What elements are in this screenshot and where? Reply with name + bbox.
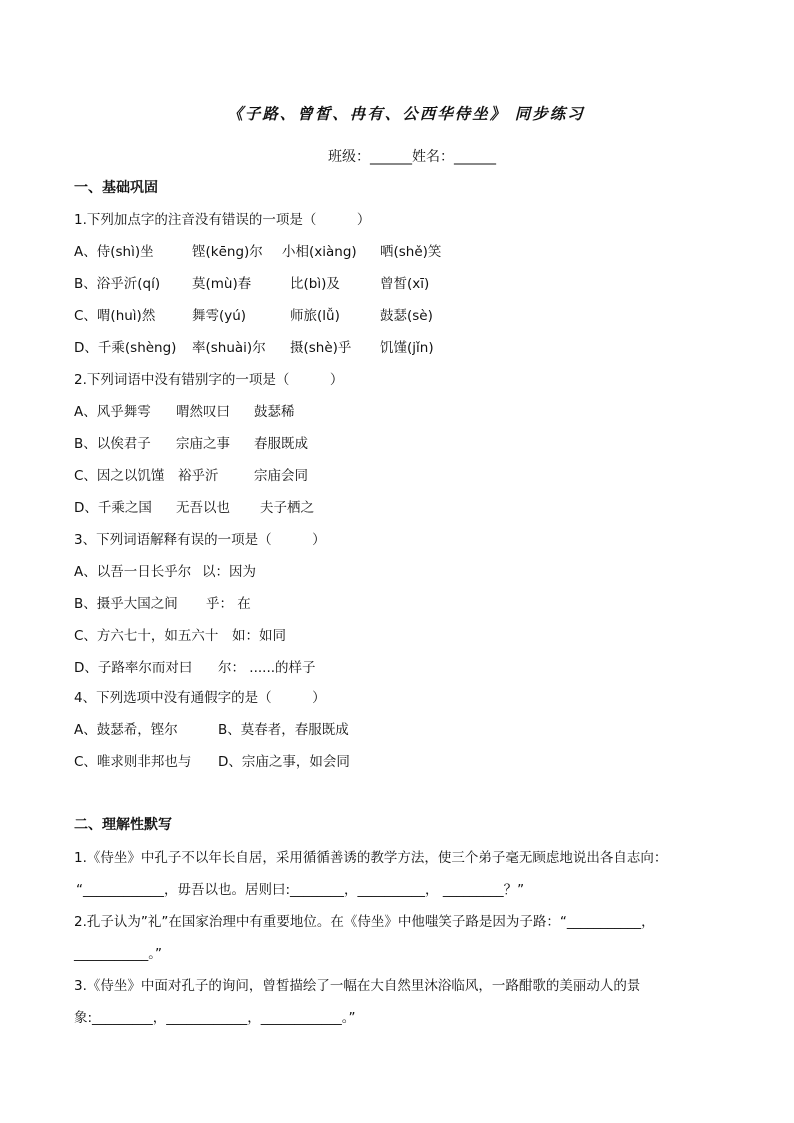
option-part: 鼓瑟(sè): [380, 308, 433, 324]
page-title: 《子路、曾皙、冉有、公西华侍坐》 同步练习: [227, 104, 585, 123]
option-part: D、千乘(shèng): [74, 340, 177, 356]
recitation-line: ___________。”: [74, 946, 162, 962]
question-4-stem: 4、下列选项中没有通假字的是（ ）: [74, 690, 326, 706]
option-part: D、子路率尔而对曰: [74, 660, 193, 676]
recitation-line: 2.孔子认为”礼”在国家治理中有重要地位。在《侍坐》中他嗤笑子路是因为子路：“___________，: [74, 914, 655, 930]
option-part: C、唯求则非邦也与: [74, 754, 192, 770]
option-part: 无吾以也: [176, 500, 230, 516]
option-part: 乎： 在: [206, 596, 251, 612]
section-heading-1: 一、基础巩固: [74, 180, 158, 196]
option-part: 舞雩(yú): [192, 308, 247, 324]
option-part: C、因之以饥馑: [74, 468, 165, 484]
option-part: 小相(xiàng): [282, 244, 357, 260]
option-part: D、宗庙之事，如会同: [218, 754, 350, 770]
option-part: 比(bì)及: [290, 276, 340, 292]
option-part: B、浴乎沂(qí): [74, 276, 161, 292]
option-part: A、侍(shì)坐: [74, 244, 154, 260]
option-part: 哂(shě)笑: [380, 244, 442, 260]
option-part: 摄(shè)乎: [290, 340, 352, 356]
section-heading-2: 二、理解性默写: [74, 817, 172, 833]
class-name-line: 班级：______姓名：______: [328, 149, 496, 165]
recitation-line: 1.《侍坐》中孔子不以年长自居，采用循循善诱的教学方法，使三个弟子毫无顾虑地说出各自志向：: [74, 850, 668, 866]
option-part: 铿(kēng)尔: [192, 244, 263, 260]
option-part: 夫子栖之: [260, 500, 314, 516]
question-3-stem: 3、下列词语解释有误的一项是（ ）: [74, 532, 326, 548]
option-part: B、摄乎大国之间: [74, 596, 178, 612]
option-part: 春服既成: [254, 436, 308, 452]
option-part: 莫(mù)春: [192, 276, 252, 292]
option-part: C、喟(huì)然: [74, 308, 156, 324]
option-part: A、以吾一日长乎尔: [74, 564, 192, 580]
option-part: 喟然叹曰: [176, 404, 230, 420]
option-part: 鼓瑟稀: [254, 404, 295, 420]
option-part: 如：如同: [232, 628, 286, 644]
option-part: 尔： ......的样子: [218, 660, 316, 676]
option-part: 裕乎沂: [178, 468, 219, 484]
option-part: 饥馑(jǐn): [380, 340, 434, 356]
option-part: 师旅(lǚ): [290, 308, 340, 324]
recitation-line: “____________，毋吾以也。居则曰:________，__________， _________？”: [76, 882, 525, 898]
option-part: 以：因为: [202, 564, 256, 580]
question-1-stem: 1.下列加点字的注音没有错误的一项是（ ）: [74, 212, 371, 228]
option-part: 曾皙(xī): [380, 276, 430, 292]
option-part: 宗庙会同: [254, 468, 308, 484]
option-part: C、方六七十，如五六十: [74, 628, 219, 644]
recitation-line: 3.《侍坐》中面对孔子的询问，曾皙描绘了一幅在大自然里沐浴临风，一路酣歌的美丽动人的景: [74, 978, 641, 994]
option-part: 宗庙之事: [176, 436, 230, 452]
option-part: D、千乘之国: [74, 500, 152, 516]
recitation-line: 象:_________，____________，____________。”: [74, 1010, 356, 1026]
option-part: A、风乎舞雩: [74, 404, 151, 420]
option-part: B、以俟君子: [74, 436, 151, 452]
option-part: B、莫春者，春服既成: [218, 722, 349, 738]
option-part: 率(shuài)尔: [192, 340, 266, 356]
question-2-stem: 2.下列词语中没有错别字的一项是（ ）: [74, 372, 344, 388]
option-part: A、鼓瑟希，铿尔: [74, 722, 178, 738]
